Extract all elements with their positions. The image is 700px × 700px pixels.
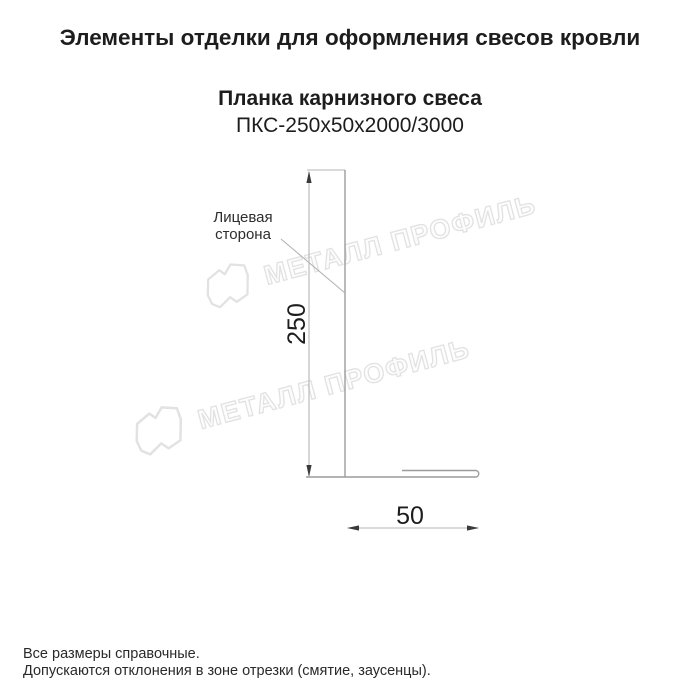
profile-flange-hem-line bbox=[306, 471, 479, 478]
height-dimension-label: 250 bbox=[283, 303, 311, 345]
footer-note-line2: Допускаются отклонения в зоне отрезки (смятие, заусенцы). bbox=[23, 662, 431, 679]
arrow-left-icon bbox=[347, 525, 359, 530]
width-dimension-label: 50 bbox=[396, 502, 424, 530]
arrow-down-icon bbox=[306, 465, 311, 477]
footer-notes bbox=[23, 646, 431, 679]
face-side-label bbox=[204, 210, 282, 244]
face-side-label-line2: сторона bbox=[215, 225, 271, 243]
page-title: Элементы отделки для оформления свесов кровли bbox=[59, 25, 641, 50]
face-side-label-line1: Лицевая bbox=[213, 209, 273, 226]
footer-note-line1: Все размеры справочные. bbox=[23, 646, 200, 662]
watermark-text: МЕТАЛЛ ПРОФИЛЬ bbox=[194, 332, 474, 435]
arrow-up-icon bbox=[306, 171, 311, 183]
product-name: Планка карнизного свеса bbox=[218, 87, 482, 110]
product-code: ПКС-250х50х2000/3000 bbox=[236, 114, 464, 137]
arrow-right-icon bbox=[467, 525, 479, 530]
watermark-text: МЕТАЛЛ ПРОФИЛЬ bbox=[260, 188, 540, 291]
